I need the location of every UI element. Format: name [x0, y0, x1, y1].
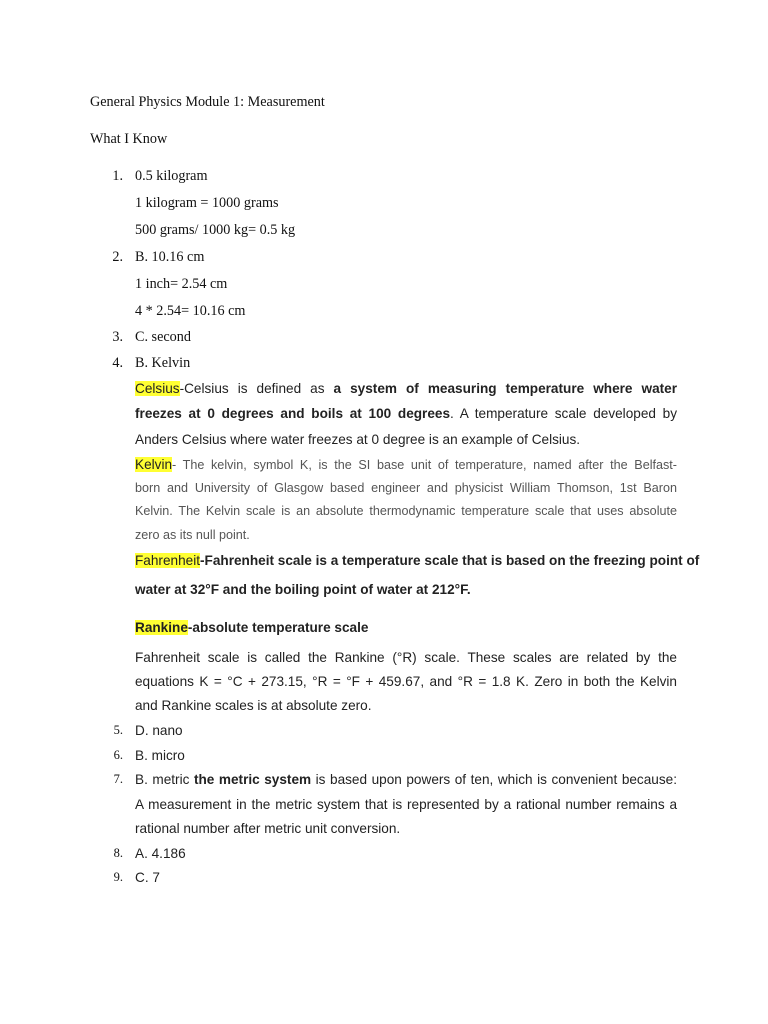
kelvin-line-4: zero as its null point.	[135, 528, 250, 542]
rankine-line-3: and Rankine scales is at absolute zero.	[135, 698, 372, 713]
kelvin-line-1: Kelvin- The kelvin, symbol K, is the SI base unit of temperature, named after the Belfast-	[135, 457, 677, 472]
item-number: 4.	[112, 355, 123, 371]
highlight-term-celsius: Celsius	[135, 381, 180, 396]
highlight-term-kelvin: Kelvin	[135, 457, 173, 472]
celsius-line-1: Celsius-Celsius is defined as a system of measuring temperature where water	[135, 381, 678, 396]
item-number: 1.	[112, 168, 123, 184]
fahrenheit-line-1: Fahrenheit-Fahrenheit scale is a temperature scale that is based on the freezing point of	[135, 553, 700, 568]
highlight-term-rankine: Rankine	[135, 620, 188, 635]
item-number: 7.	[113, 772, 123, 786]
celsius-line-3: Anders Celsius where water freezes at 0 degree is an example of Celsius.	[135, 432, 581, 447]
item-7-line-3: rational number after metric unit conversion.	[135, 821, 401, 836]
item-number: 3.	[112, 329, 123, 345]
item-7-line-1: B. metric the metric system is based upon powers of ten, which is convenient because:	[135, 772, 677, 787]
item-number: 8.	[113, 846, 123, 860]
item-answer: B. Kelvin	[135, 355, 191, 371]
item-number: 2.	[112, 249, 123, 265]
section-heading: What I Know	[90, 131, 168, 147]
item-detail: 1 inch= 2.54 cm	[135, 276, 228, 292]
item-detail: 500 grams/ 1000 kg= 0.5 kg	[135, 222, 296, 238]
item-detail: 1 kilogram = 1000 grams	[135, 195, 279, 211]
item-number: 9.	[113, 870, 123, 884]
document-title: General Physics Module 1: Measurement	[90, 94, 325, 110]
kelvin-line-2: born and University of Glasgow based engineer and physicist William Thomson, 1st Baron	[135, 481, 677, 495]
fahrenheit-line-2: water at 32°F and the boiling point of water at 212°F.	[135, 582, 471, 597]
item-answer: B. micro	[135, 748, 185, 763]
rankine-line-2: equations K = °C + 273.15, °R = °F + 459.67, and °R = 1.8 K. Zero in both the Kelvin	[135, 674, 677, 689]
celsius-line-2: freezes at 0 degrees and boils at 100 degrees. A temperature scale developed by	[135, 406, 677, 421]
item-number: 5.	[113, 723, 123, 737]
item-7-line-2: A measurement in the metric system that is represented by a rational number remains a	[135, 797, 677, 812]
rankine-line-1: Fahrenheit scale is called the Rankine (°R) scale. These scales are related by the	[135, 650, 677, 665]
item-answer: D. nano	[135, 723, 183, 738]
item-answer: C. second	[135, 329, 191, 345]
item-answer: A. 4.186	[135, 846, 186, 861]
rankine-heading: Rankine-absolute temperature scale	[135, 620, 369, 635]
item-answer: B. 10.16 cm	[135, 249, 205, 265]
item-detail: 4 * 2.54= 10.16 cm	[135, 303, 246, 319]
item-number: 6.	[113, 748, 123, 762]
item-answer: C. 7	[135, 870, 160, 885]
item-answer: 0.5 kilogram	[135, 168, 208, 184]
kelvin-line-3: Kelvin. The Kelvin scale is an absolute thermodynamic temperature scale that uses absolute	[135, 504, 677, 518]
highlight-term-fahrenheit: Fahrenheit	[135, 553, 200, 568]
